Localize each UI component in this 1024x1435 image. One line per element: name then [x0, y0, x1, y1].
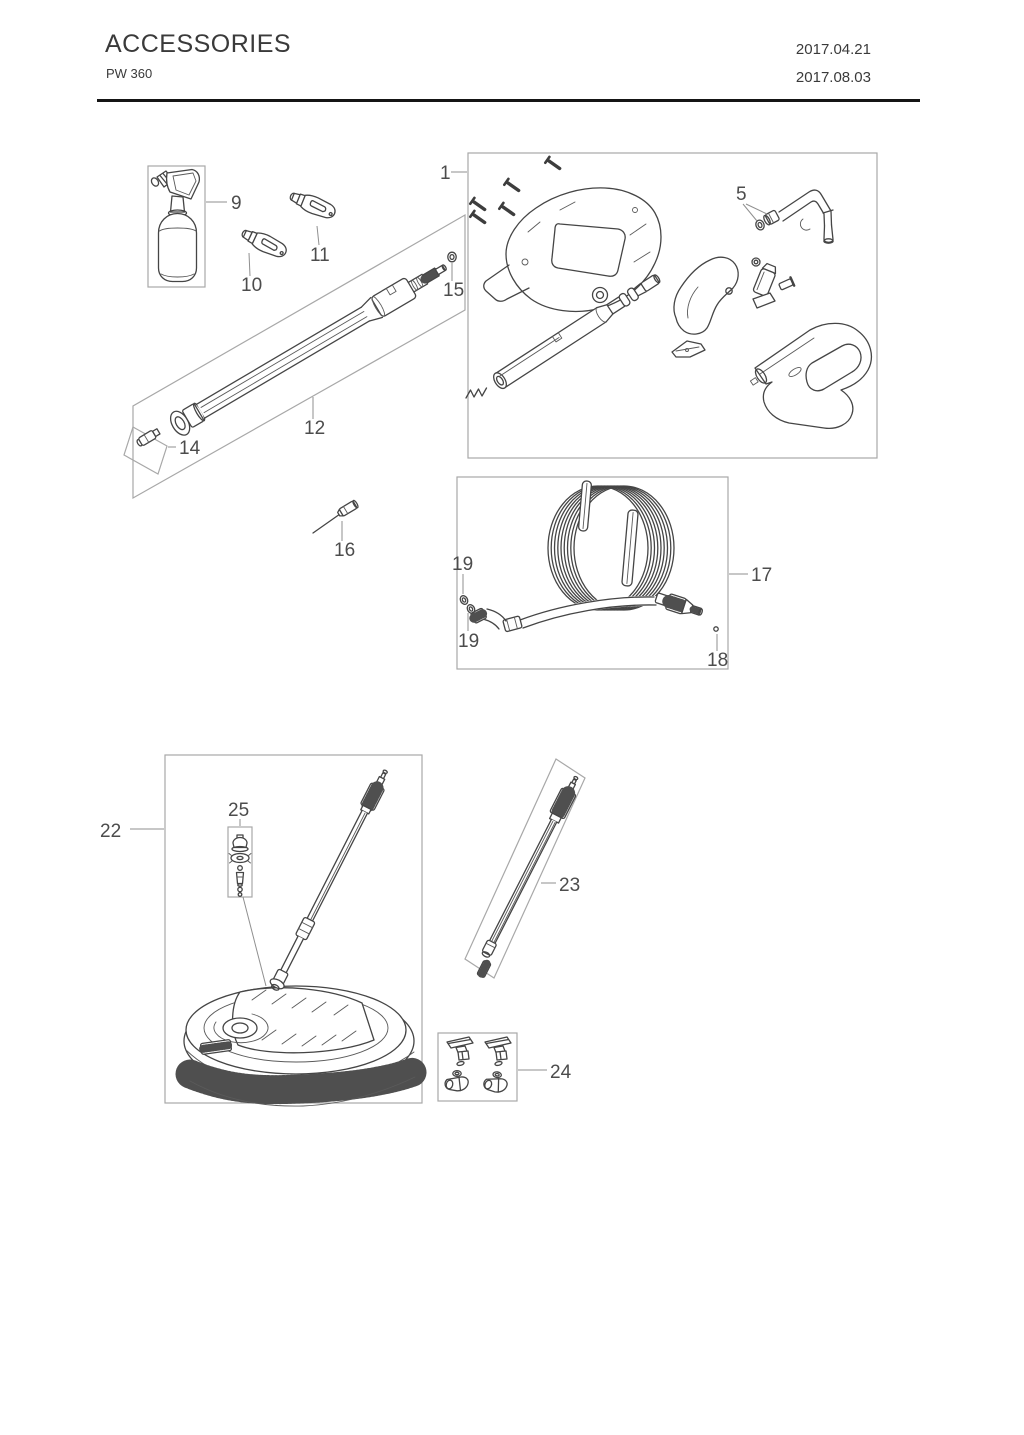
hose-coil: [548, 486, 674, 610]
gun-housing-outer: [750, 323, 871, 428]
callout-5: 5: [736, 184, 747, 205]
leader-line: [317, 226, 319, 245]
spray-lance: [167, 256, 452, 439]
callout-10: 10: [241, 275, 263, 296]
trigger: [674, 257, 738, 334]
nozzle-kit-group: [438, 1033, 572, 1101]
trigger-lock: [672, 341, 705, 357]
extension-lance-group: [465, 759, 585, 978]
callout-18: 18: [707, 650, 729, 671]
coil-strap: [578, 481, 591, 532]
date-created: 2017.04.21: [795, 41, 871, 58]
nozzle-10: [239, 225, 289, 260]
foam-bottle: [150, 170, 199, 282]
flat-nozzle: [447, 1037, 473, 1066]
flat-nozzle: [485, 1037, 511, 1066]
callout-11: 11: [310, 245, 330, 266]
round-nozzle: [445, 1071, 468, 1091]
hose-left-end: [459, 594, 656, 632]
barrel-spring: [466, 388, 487, 398]
valve-assembly: [752, 258, 794, 308]
gun-assembly-group: [440, 153, 877, 458]
hose-group: [452, 477, 772, 671]
coil-strap: [622, 510, 639, 587]
date-revised: 2017.08.03: [795, 69, 871, 86]
cleaner-deck: [184, 986, 415, 1106]
callout-19-bottom: 19: [458, 631, 480, 652]
callout-23: 23: [559, 875, 581, 896]
leader-line: [249, 253, 250, 276]
leader-line: [243, 897, 266, 986]
hose-frame: [457, 477, 728, 669]
page-title: ACCESSORIES: [105, 30, 292, 58]
callout-22: 22: [100, 821, 122, 842]
nozzle-11: [287, 188, 337, 221]
hose-right-end: [654, 590, 705, 620]
plug-18: [714, 627, 718, 631]
callout-1: 1: [440, 163, 451, 184]
round-nozzle: [483, 1070, 509, 1093]
callout-24: 24: [550, 1062, 572, 1083]
callout-19-top: 19: [452, 554, 474, 575]
o-ring-15: [448, 252, 456, 262]
callout-14: 14: [179, 438, 201, 459]
callout-15: 15: [443, 280, 465, 301]
callout-9: 9: [231, 193, 242, 214]
extension-lance: [478, 773, 584, 960]
inlet-elbow: [755, 190, 834, 243]
callout-17: 17: [751, 565, 773, 586]
surface-cleaner-group: [100, 755, 422, 1106]
callout-16: 16: [334, 540, 356, 561]
leader-line: [746, 204, 767, 214]
cleaner-lance: [268, 767, 393, 993]
cleaning-needle-group: [313, 500, 359, 561]
foam-sprayer-group: [148, 166, 242, 287]
needle-handle: [337, 500, 359, 518]
model-number: PW 360: [106, 66, 153, 81]
callout-25: 25: [228, 800, 250, 821]
nozzle-service-kit: [229, 835, 251, 896]
needle-wire: [313, 514, 340, 533]
leader-line: [743, 204, 757, 221]
nozzle-10-group: [239, 225, 289, 296]
nozzle-11-group: [287, 188, 337, 266]
callout-12: 12: [304, 418, 326, 439]
